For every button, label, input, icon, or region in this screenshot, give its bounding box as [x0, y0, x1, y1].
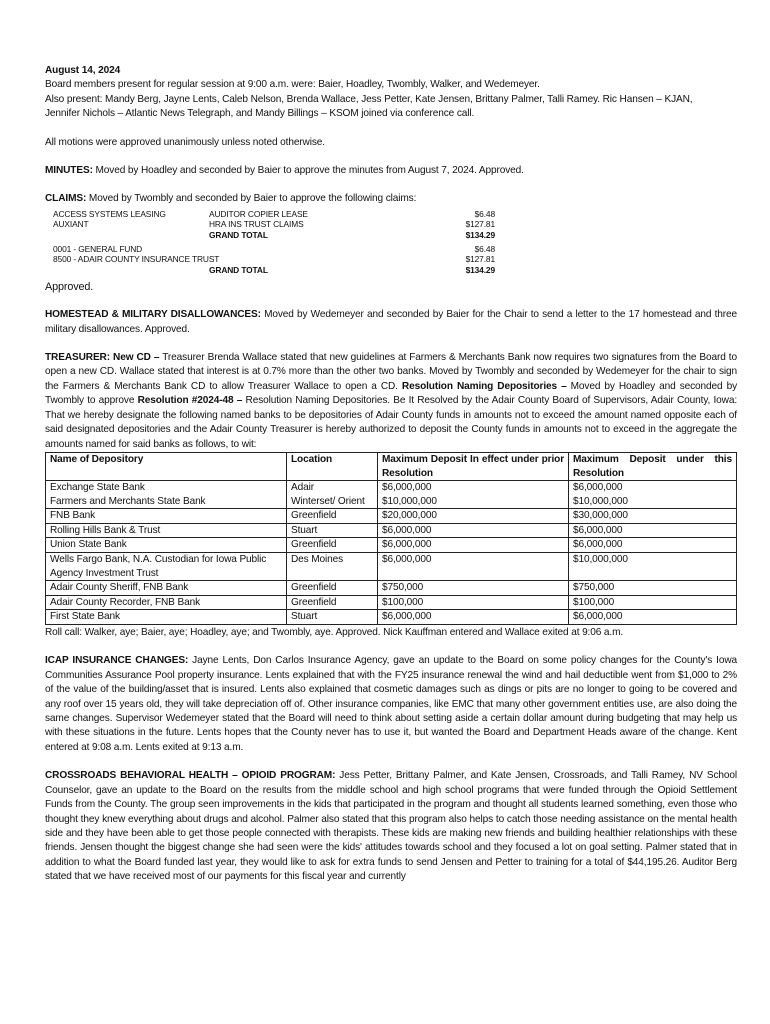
fund-amount: $6.48	[474, 243, 495, 254]
dep-new: $6,000,000	[569, 538, 737, 553]
dep-new: $750,000	[569, 581, 737, 596]
table-row	[46, 523, 737, 538]
dep-name: Wells Fargo Bank, N.A. Custodian for Iowa Public Agency Investment Trust	[46, 553, 287, 581]
dep-location: Greenfield	[287, 581, 378, 596]
header-prior: Maximum Deposit In effect under prior Resolution	[378, 452, 569, 480]
claims-section	[45, 192, 737, 206]
present-line: Board members present for regular session at 9:00 a.m. were: Baier, Hoadley, Twombly, Walker, and Wedemeyer.	[45, 79, 540, 91]
treasurer-section	[45, 351, 737, 452]
dep-name: Rolling Hills Bank & Trust	[46, 523, 287, 538]
dep-name: Adair County Sheriff, FNB Bank	[46, 581, 287, 596]
dep-prior: $6,000,000	[378, 523, 569, 538]
dep-new: $6,000,000	[569, 481, 737, 495]
crossroads-label: CROSSROADS BEHAVIORAL HEALTH – OPIOID PROGRAM:	[45, 770, 336, 782]
header-new: Maximum Deposit under this Resolution	[569, 452, 737, 480]
minutes-label: MINUTES:	[45, 165, 93, 177]
table-row	[46, 595, 737, 610]
table-row	[46, 538, 737, 553]
unanimous-note: All motions were approved unanimously unless noted otherwise.	[45, 136, 325, 148]
treasurer-text-3: Resolution Naming Depositories. Be It Resolved by the Adair County Board of Supervisors, Adair County, Iowa: That we hereby designate the following named banks to be depositories of Adair County funds in amounts not to exceed the amount named opposite each of said designated depositories and the Adair County Treasurer is hereby authorized to deposit the County funds in amounts not to exceed in the aggregate the amounts named for said banks as follows, to wit:	[45, 395, 737, 450]
crossroads-section	[45, 769, 737, 884]
dep-prior: $750,000	[378, 581, 569, 596]
claims-row	[45, 219, 505, 230]
claims-row	[45, 209, 505, 220]
dep-location: Des Moines	[287, 553, 378, 581]
dep-location: Stuart	[287, 523, 378, 538]
table-header-row	[46, 452, 737, 480]
claims-grand-total-label: GRAND TOTAL	[209, 229, 268, 240]
claim-description: AUDITOR COPIER LEASE	[209, 208, 308, 219]
dep-prior: $6,000,000	[378, 610, 569, 625]
dep-new: $10,000,000	[569, 553, 737, 581]
fund-name: 8500 - ADAIR COUNTY INSURANCE TRUST	[53, 254, 220, 265]
table-row	[46, 495, 737, 509]
dep-name: First State Bank	[46, 610, 287, 625]
claims-label: CLAIMS:	[45, 193, 87, 205]
table-row	[46, 481, 737, 495]
dep-prior: $10,000,000	[378, 495, 569, 509]
claims-grand-total: $134.29	[465, 229, 495, 240]
dep-name: Union State Bank	[46, 538, 287, 553]
dep-location: Greenfield	[287, 595, 378, 610]
dep-name: Adair County Recorder, FNB Bank	[46, 595, 287, 610]
dep-prior: $6,000,000	[378, 538, 569, 553]
dep-location: Adair	[287, 481, 378, 495]
treasurer-text-2: Moved by Hoadley and seconded by Twombly to approve	[45, 380, 737, 407]
fund-grand-total: $134.29	[465, 264, 495, 275]
icap-label: ICAP INSURANCE CHANGES:	[45, 655, 189, 667]
treasurer-text: Treasurer Brenda Wallace stated that new guidelines at Farmers & Merchants Bank now requires two signatures from the Board to open a new CD. Wallace stated that interest is at 0.7% more than the other two banks. Moved by Twombly and seconded by Wedemeyer for the chair to sign the Farmers & Merchants Bank CD to allow Treasurer Wallace to open a CD.	[45, 352, 737, 392]
also-present-line-2: Jennifer Nichols – Atlantic News Telegraph, and Mandy Billings – KSOM joined via conference call.	[45, 108, 475, 120]
header-location: Location	[287, 452, 378, 480]
dep-name: Exchange State Bank	[46, 481, 287, 495]
dep-new: $6,000,000	[569, 610, 737, 625]
also-present-line: Also present: Mandy Berg, Jayne Lents, Caleb Nelson, Brenda Wallace, Jess Petter, Kate Jensen, Brittany Palmer, Talli Ramey. Ric Hansen – KJAN,	[45, 93, 693, 105]
treasurer-label: TREASURER: New CD –	[45, 352, 160, 364]
dep-name: FNB Bank	[46, 509, 287, 524]
fund-amount: $127.81	[465, 254, 495, 265]
dep-new: $100,000	[569, 595, 737, 610]
claim-description: HRA INS TRUST CLAIMS	[209, 219, 304, 230]
dep-new: $10,000,000	[569, 495, 737, 509]
fund-row	[45, 254, 505, 265]
dep-prior: $20,000,000	[378, 509, 569, 524]
table-row	[46, 553, 737, 581]
dep-location: Greenfield	[287, 509, 378, 524]
dep-new: $30,000,000	[569, 509, 737, 524]
dep-prior: $6,000,000	[378, 553, 569, 581]
table-row	[46, 581, 737, 596]
dep-prior: $100,000	[378, 595, 569, 610]
minutes-text: Moved by Hoadley and seconded by Baier to approve the minutes from August 7, 2024. Approved.	[92, 165, 524, 177]
homestead-section	[45, 308, 737, 337]
icap-section	[45, 654, 737, 755]
icap-text: Jayne Lents, Don Carlos Insurance Agency, gave an update to the Board on some policy changes for the County's Iowa Communities Assurance Pool property insurance. Lents explained that with the FY25 insurance renewal the wind and hail deductible went from $1,000 to 2% of the value of the building/asset that is insured. Lents also explained that cosmetic damages such as dings or pits are no longer to going to be covered and any roof over 15 years old, they will take depreciation off of. Other insurance companies, like EMC that many other government entities use, are also doing the same changes. Supervisor Wedemeyer stated that the Board will need to think about setting aside a certain dollar amount during budgeting that may help us with these situations in the future. Lents hopes that the County never has to use it, but wanted the Board and Department Heads aware of the change. Kent entered at 9:08 a.m. Lents exited at 9:13 a.m.	[45, 655, 738, 753]
claims-text: Moved by Twombly and seconded by Baier to approve the following claims:	[86, 193, 417, 205]
claim-amount: $6.48	[474, 208, 495, 219]
claim-vendor: ACCESS SYSTEMS LEASING	[53, 208, 166, 219]
table-row	[46, 610, 737, 625]
dep-prior: $6,000,000	[378, 481, 569, 495]
claim-vendor: AUXIANT	[53, 219, 89, 230]
claims-approved: Approved.	[45, 280, 94, 293]
minutes-document	[45, 64, 737, 885]
fund-row	[45, 244, 505, 255]
meeting-date: August 14, 2024	[45, 65, 121, 76]
fund-grand-total-label: GRAND TOTAL	[209, 264, 268, 275]
table-row	[46, 509, 737, 524]
depositories-table	[45, 452, 737, 625]
fund-name: 0001 - GENERAL FUND	[53, 243, 143, 254]
minutes-section	[45, 164, 737, 178]
dep-name: Farmers and Merchants State Bank	[46, 495, 287, 509]
claims-listing	[45, 209, 737, 285]
claim-amount: $127.81	[465, 219, 495, 230]
header-name: Name of Depository	[46, 452, 287, 480]
dep-location: Greenfield	[287, 538, 378, 553]
rollcall: Roll call: Walker, aye; Baier, aye; Hoadley, aye; and Twombly, aye. Approved. Nick Kauffman entered and Wallace exited at 9:06 a.m.	[45, 627, 624, 639]
crossroads-text: Jess Petter, Brittany Palmer, and Kate Jensen, Crossroads, and Talli Ramey, NV School Counselor, gave an update to the Board on the results from the middle school and high school programs that were funded through the Opioid Settlement Funds from the County. The group seen improvements in the kids that participated in the program and thought all students learned something, even those who thought they knew everything about drugs and alcohol. Palmer also stated that this program also helps to catch those needing assistance on the mental health side and they have been able to get those people connected with therapists. These kids are making new friends and building healthier relationships with these friends. Jensen thought the biggest change she had seen were the kids' attitudes towards school and they focused a lot on goal setting. Palmer stated that in addition to what the Board funded last year, they would like to ask for extra funds to send Jensen and Petter to training for a total of $44,195.26. Auditor Berg stated that we have received most of our payments for this fiscal year and currently	[45, 770, 737, 883]
dep-new: $6,000,000	[569, 523, 737, 538]
fund-grand-total-row	[45, 265, 505, 276]
homestead-label: HOMESTEAD & MILITARY DISALLOWANCES:	[45, 309, 261, 321]
dep-location: Winterset/ Orient	[287, 495, 378, 509]
homestead-text: Moved by Wedemeyer and seconded by Baier for the Chair to send a letter to the 17 homestead and three military disallowances. Approved.	[45, 309, 737, 335]
claims-grand-total-row	[45, 230, 505, 241]
dep-location: Stuart	[287, 610, 378, 625]
resolution-naming-label: Resolution Naming Depositories –	[401, 380, 567, 392]
resolution-number-label: Resolution #2024-48 –	[137, 395, 243, 407]
